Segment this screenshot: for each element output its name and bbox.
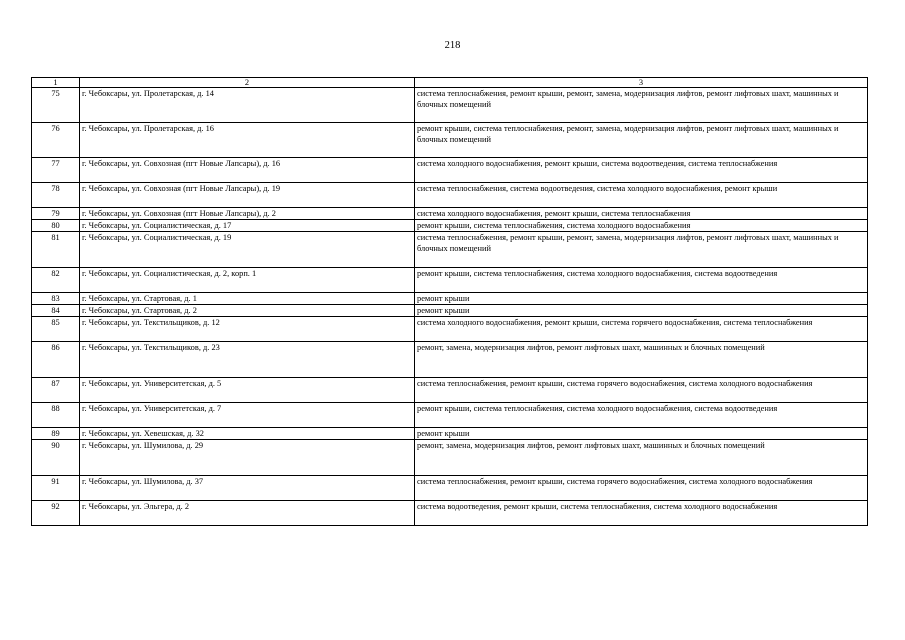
row-address: г. Чебоксары, ул. Пролетарская, д. 16 — [80, 123, 415, 158]
table-row — [32, 293, 868, 305]
row-works: ремонт крыши, система теплоснабжения, система холодного водоснабжения, система водоотведения — [415, 268, 868, 293]
row-works: система водоотведения, ремонт крыши, система теплоснабжения, система холодного водоснабжения — [415, 501, 868, 526]
row-number: 87 — [32, 378, 80, 403]
row-number: 78 — [32, 183, 80, 208]
row-number: 77 — [32, 158, 80, 183]
table-row — [32, 476, 868, 501]
row-works: ремонт крыши — [415, 293, 868, 305]
table-row — [32, 428, 868, 440]
table-row — [32, 88, 868, 123]
row-address: г. Чебоксары, ул. Шумилова, д. 29 — [80, 440, 415, 476]
row-number: 86 — [32, 342, 80, 378]
row-works: ремонт крыши, система теплоснабжения, система холодного водоснабжения, система водоотведения — [415, 403, 868, 428]
table-row — [32, 220, 868, 232]
row-works: система теплоснабжения, ремонт крыши, система горячего водоснабжения, система холодного водоснабжения — [415, 378, 868, 403]
row-works: ремонт крыши, система теплоснабжения, система холодного водоснабжения — [415, 220, 868, 232]
row-works: система холодного водоснабжения, ремонт крыши, система водоотведения, система теплоснабжения — [415, 158, 868, 183]
row-address: г. Чебоксары, ул. Эльгера, д. 2 — [80, 501, 415, 526]
row-address: г. Чебоксары, ул. Социалистическая, д. 2, корп. 1 — [80, 268, 415, 293]
row-number: 89 — [32, 428, 80, 440]
row-address: г. Чебоксары, ул. Хевешская, д. 32 — [80, 428, 415, 440]
row-address: г. Чебоксары, ул. Совхозная (пгт Новые Лапсары), д. 2 — [80, 208, 415, 220]
row-address: г. Чебоксары, ул. Стартовая, д. 2 — [80, 305, 415, 317]
row-number: 85 — [32, 317, 80, 342]
row-works: ремонт, замена, модернизация лифтов, ремонт лифтовых шахт, машинных и блочных помещений — [415, 342, 868, 378]
row-number: 76 — [32, 123, 80, 158]
row-works: система холодного водоснабжения, ремонт крыши, система горячего водоснабжения, система теплоснабжения — [415, 317, 868, 342]
table-row — [32, 501, 868, 526]
row-number: 83 — [32, 293, 80, 305]
row-works: система теплоснабжения, система водоотведения, система холодного водоснабжения, ремонт крыши — [415, 183, 868, 208]
row-works: система теплоснабжения, ремонт крыши, ремонт, замена, модернизация лифтов, ремонт лифтовых шахт, машинных и блочных помещений — [415, 88, 868, 123]
table-row — [32, 183, 868, 208]
table-row — [32, 440, 868, 476]
row-address: г. Чебоксары, ул. Социалистическая, д. 17 — [80, 220, 415, 232]
table-row — [32, 305, 868, 317]
column-header-address: 2 — [80, 78, 415, 88]
table-row — [32, 232, 868, 268]
row-number: 90 — [32, 440, 80, 476]
row-number: 82 — [32, 268, 80, 293]
row-address: г. Чебоксары, ул. Текстильщиков, д. 23 — [80, 342, 415, 378]
row-works: система теплоснабжения, ремонт крыши, ремонт, замена, модернизация лифтов, ремонт лифтовых шахт, машинных и блочных помещений — [415, 232, 868, 268]
row-number: 79 — [32, 208, 80, 220]
table-row — [32, 268, 868, 293]
row-address: г. Чебоксары, ул. Социалистическая, д. 19 — [80, 232, 415, 268]
row-address: г. Чебоксары, ул. Пролетарская, д. 14 — [80, 88, 415, 123]
row-number: 88 — [32, 403, 80, 428]
row-address: г. Чебоксары, ул. Университетская, д. 5 — [80, 378, 415, 403]
row-number: 91 — [32, 476, 80, 501]
row-address: г. Чебоксары, ул. Совхозная (пгт Новые Лапсары), д. 19 — [80, 183, 415, 208]
row-address: г. Чебоксары, ул. Совхозная (пгт Новые Лапсары), д. 16 — [80, 158, 415, 183]
row-number: 75 — [32, 88, 80, 123]
row-number: 81 — [32, 232, 80, 268]
row-works: система холодного водоснабжения, ремонт крыши, система теплоснабжения — [415, 208, 868, 220]
row-works: ремонт, замена, модернизация лифтов, ремонт лифтовых шахт, машинных и блочных помещений — [415, 440, 868, 476]
table-row — [32, 317, 868, 342]
housing-repair-table — [31, 77, 868, 526]
row-works: ремонт крыши, система теплоснабжения, ремонт, замена, модернизация лифтов, ремонт лифтовых шахт, машинных и блочных помещений — [415, 123, 868, 158]
page-number: 218 — [444, 40, 461, 51]
table-row — [32, 158, 868, 183]
row-works: ремонт крыши — [415, 305, 868, 317]
table-row — [32, 378, 868, 403]
row-address: г. Чебоксары, ул. Университетская, д. 7 — [80, 403, 415, 428]
row-works: система теплоснабжения, ремонт крыши, система горячего водоснабжения, система холодного водоснабжения — [415, 476, 868, 501]
table-row — [32, 123, 868, 158]
row-works: ремонт крыши — [415, 428, 868, 440]
row-address: г. Чебоксары, ул. Текстильщиков, д. 12 — [80, 317, 415, 342]
row-address: г. Чебоксары, ул. Шумилова, д. 37 — [80, 476, 415, 501]
row-number: 84 — [32, 305, 80, 317]
row-address: г. Чебоксары, ул. Стартовая, д. 1 — [80, 293, 415, 305]
table-row — [32, 208, 868, 220]
column-header-works: 3 — [415, 78, 868, 88]
column-header-number: 1 — [32, 78, 80, 88]
table-row — [32, 342, 868, 378]
row-number: 80 — [32, 220, 80, 232]
table-header-row — [32, 78, 868, 88]
table-row — [32, 403, 868, 428]
row-number: 92 — [32, 501, 80, 526]
